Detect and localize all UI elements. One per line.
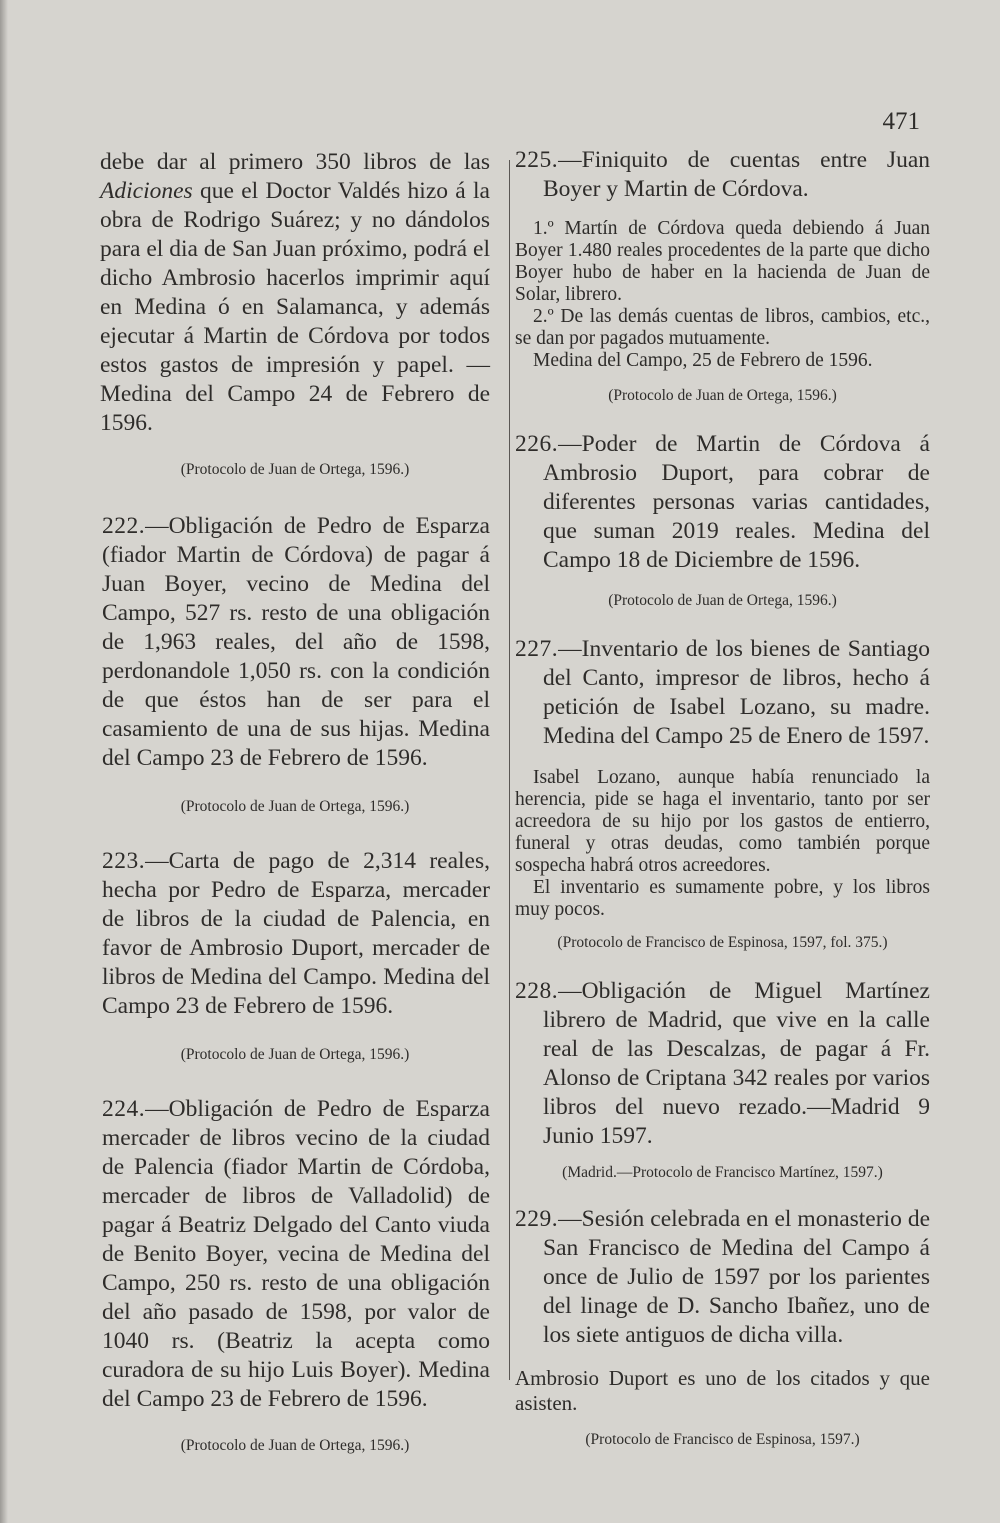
- protocol-citation: (Protocolo de Francisco de Espinosa, 1597.): [585, 1431, 860, 1448]
- entry-224: [80, 1095, 490, 1456]
- protocol-citation: (Madrid.—Protocolo de Francisco Martínez, 1597.): [562, 1164, 883, 1181]
- note-paragraph: 1.º Martín de Córdova queda debiendo á Juan Boyer 1.480 reales procedentes de la parte que dicho Boyer hubo de haber en la hacienda de Juan de Solar, librero.: [515, 218, 930, 305]
- entry-text: 224.—Obligación de Pedro de Esparza mercader de libros vecino de la ciudad de Palencia (fiador Martin de Córdoba, mercader de libros de Valladolid) de pagar á Beatriz Delgado del Canto viuda de Benito Boyer, vecina de Medina del Campo, 250 rs. resto de una obligación del año pasado de 1598, por valor de 1040 rs. (Beatriz la acepta como curadora de su hijo Luis Boyer). Medina del Campo 23 de Febrero de 1596.: [102, 1096, 490, 1412]
- protocol-citation: (Protocolo de Juan de Ortega, 1596.): [180, 461, 410, 478]
- entry-number: 228.: [515, 978, 559, 1004]
- entry-225: [515, 146, 930, 406]
- italic-title: Adiciones: [100, 178, 193, 204]
- continuation-paragraph: debe dar al primero 350 libros de las Adiciones que el Doctor Valdés hizo á la obra de Rodrigo Suárez; y no dándolos para el dia de San Juan próximo, podrá el dicho Ambrosio hacerlos imprimir aquí en Medina ó en Salamanca, y además ejecutar á Martin de Córdova por todos estos gastos de impresión y papel. — Medina del Campo 24 de Febrero de 1596.: [100, 149, 490, 436]
- entry-notes: [515, 767, 930, 921]
- note-paragraph: Ambrosio Duport es uno de los citados y que asisten.: [515, 1366, 930, 1415]
- note-paragraph: 2.º De las demás cuentas de libros, cambios, etc., se dan por pagados mutuamente.: [515, 306, 930, 349]
- entry-number: 224.: [102, 1096, 146, 1122]
- protocol-citation: (Protocolo de Juan de Ortega, 1596.): [180, 798, 410, 815]
- note-paragraph: Isabel Lozano, aunque había renunciado la herencia, pide se haga el inventario, tanto por ser acreedora de su hijo por los gastos de entierro, funeral y otras deudas, como también porque sospecha habrá otros acreedores.: [515, 767, 930, 876]
- entry-number: 226.: [515, 431, 559, 457]
- note-paragraph: Medina del Campo, 25 de Febrero de 1596.: [533, 350, 873, 371]
- entry-229: [515, 1205, 930, 1450]
- entry-number: 223.: [102, 848, 146, 874]
- entry-226: [515, 430, 930, 611]
- protocol-citation: (Protocolo de Francisco de Espinosa, 1597, fol. 375.): [557, 934, 888, 951]
- column-divider: [509, 160, 510, 1380]
- entry-text: 223.—Carta de pago de 2,314 reales, hecha por Pedro de Esparza, mercader de libros de la ciudad de Palencia, en favor de Ambrosio Duport, mercader de libros de Medina del Campo. Medina del Campo 23 de Febrero de 1596.: [102, 848, 490, 1019]
- entry-text: 222.—Obligación de Pedro de Esparza (fiador Martin de Córdova) de pagar á Juan Boyer, vecino de Medina del Campo, 527 rs. resto de una obligación de 1,963 reales, del año de 1598, perdonandole 1,050 rs. con la condición de que éstos han de ser para el casamiento de una de sus hijas. Medina del Campo 23 de Febrero de 1596.: [102, 513, 490, 771]
- entry-text: 225.—Finiquito de cuentas entre Juan Boyer y Martin de Córdova.: [515, 147, 930, 202]
- entry-notes: [515, 1366, 930, 1416]
- protocol-citation: (Protocolo de Juan de Ortega, 1596.): [180, 1046, 410, 1063]
- entry-number: 229.: [515, 1206, 559, 1232]
- note-paragraph: El inventario es sumamente pobre, y los libros muy pocos.: [515, 877, 930, 920]
- entry-222: [80, 512, 490, 817]
- entry-text: 229.—Sesión celebrada en el monasterio de San Francisco de Medina del Campo á once de Julio de 1597 por los parientes del linage de D. Sancho Ibañez, uno de los siete antiguos de dicha villa.: [515, 1206, 930, 1348]
- entry-227: [515, 635, 930, 953]
- right-column: [515, 146, 930, 1450]
- entry-notes: [515, 218, 930, 372]
- page-edge: [0, 0, 8, 1523]
- entry-text: 228.—Obligación de Miguel Martínez librero de Madrid, que vive en la calle real de las Descalzas, de pagar á Fr. Alonso de Criptana 342 reales por varios libros del nuevo rezado.—Madrid 9 Junio 1597.: [515, 978, 930, 1149]
- entry-text: 226.—Poder de Martin de Córdova á Ambrosio Duport, para cobrar de diferentes personas varias cantidades, que suman 2019 reales. Medina del Campo 18 de Diciembre de 1596.: [515, 431, 930, 573]
- entry-number: 227.: [515, 636, 559, 662]
- entry-number: 225.: [515, 147, 559, 173]
- entry-text: 227.—Inventario de los bienes de Santiago del Canto, impresor de libros, hecho á petición de Isabel Lozano, su madre. Medina del Campo 25 de Enero de 1597.: [515, 636, 930, 749]
- protocol-citation: (Protocolo de Juan de Ortega, 1596.): [608, 592, 837, 609]
- page-number: 471: [882, 108, 920, 135]
- protocol-citation: (Protocolo de Juan de Ortega, 1596.): [180, 1437, 410, 1454]
- protocol-citation: (Protocolo de Juan de Ortega, 1596.): [608, 387, 837, 404]
- left-column: [80, 148, 490, 1456]
- entry-228: [515, 977, 930, 1183]
- entry-223: [80, 847, 490, 1065]
- entry-number: 222.: [102, 513, 146, 539]
